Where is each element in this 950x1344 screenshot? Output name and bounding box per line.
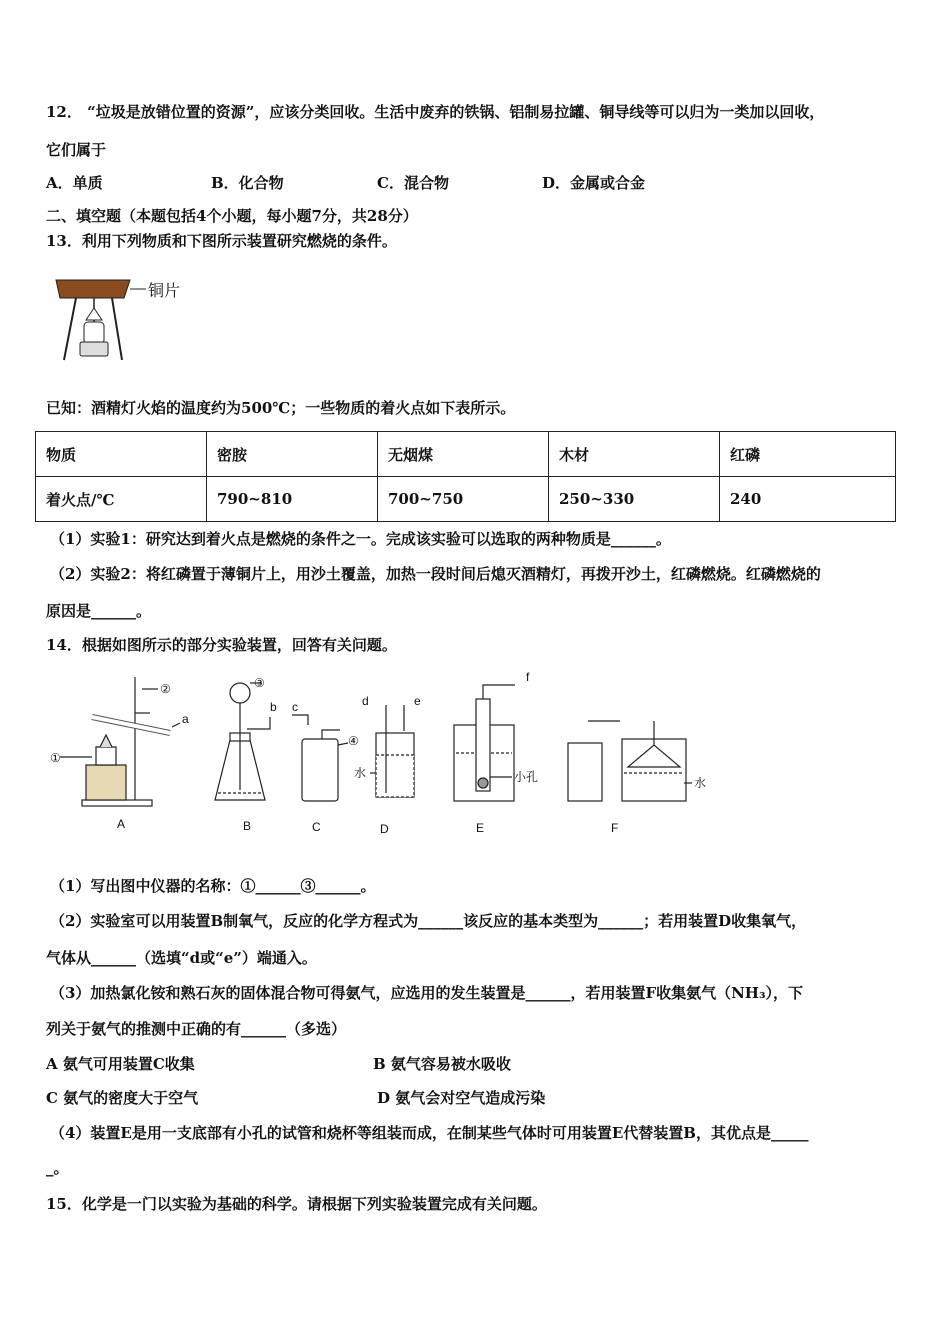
label-a: a [182,712,189,726]
caption-c: C [312,820,321,834]
label-mark-1: ① [50,751,61,765]
q14-option-a: A 氨气可用装置C收集 [46,1055,195,1073]
table-cell: 红磷 [720,432,896,477]
label-small-hole: 小孔 [514,770,539,784]
q12-option-d: D．金属或合金 [542,174,646,192]
caption-d: D [380,822,389,836]
caption-a: A [117,817,126,831]
table-cell: 物质 [36,432,207,477]
q14-option-b: B 氨气容易被水吸收 [373,1055,511,1073]
q13-known-info: 已知：酒精灯火焰的温度约为500℃；一些物质的着火点如下表所示。 [46,399,516,417]
label-c: c [292,700,298,714]
q12-option-c: C．混合物 [377,174,449,192]
lab-apparatus-figure [40,665,720,845]
q15-stem: 15．化学是一门以实验为基础的科学。请根据下列实验装置完成有关问题。 [46,1195,547,1213]
label-e: e [414,694,421,708]
copper-sheet-label: 铜片 [148,283,181,300]
table-cell: 700~750 [378,477,549,522]
label-mark-3: ③ [254,676,265,690]
ignition-point-table [35,431,896,522]
caption-f: F [611,821,619,835]
q13-part2-line2: 原因是______。 [46,602,152,620]
q12-option-a: A．单质 [46,174,103,192]
q12-line2: 它们属于 [46,141,107,159]
table-cell: 无烟煤 [378,432,549,477]
label-water-f: 水 [694,776,707,790]
table-cell: 790~810 [207,477,378,522]
table-cell: 240 [720,477,896,522]
table-cell: 250~330 [549,477,720,522]
label-mark-2: ② [160,682,171,696]
q14-part1: （1）写出图中仪器的名称：①______③______。 [50,877,376,895]
q13-stem: 13．利用下列物质和下图所示装置研究燃烧的条件。 [46,232,397,250]
caption-e: E [476,821,485,835]
q14-option-d: D 氨气会对空气造成污染 [377,1089,546,1107]
label-b: b [270,700,277,714]
table-cell: 着火点/℃ [36,477,207,522]
q14-option-c: C 氨气的密度大于空气 [46,1089,199,1107]
section-heading: 二、填空题（本题包括4个小题，每小题7分，共28分） [46,207,418,225]
q14-part2-line1: （2）实验室可以用装置B制氧气，反应的化学方程式为______该反应的基本类型为______；若用装置D收集氧气， [50,912,807,930]
table-row [36,477,896,522]
label-water-d: 水 [354,766,367,780]
q13-part2-line1: （2）实验2：将红磷置于薄铜片上，用沙土覆盖，加热一段时间后熄灭酒精灯，再拨开沙土，红磷燃烧。红磷燃烧的 [50,565,821,583]
q14-part4-line2: _。 [46,1159,69,1177]
q14-stem: 14．根据如图所示的部分实验装置，回答有关问题。 [46,636,397,654]
q14-part4-line1: （4）装置E是用一支底部有小孔的试管和烧杯等组装而成，在制某些气体时可用装置E代替装置B，其优点是_____ [50,1124,809,1142]
q12-option-b: B．化合物 [211,174,284,192]
table-row [36,432,896,477]
q12-line1: 12． “垃圾是放错位置的资源”，应该分类回收。生活中废弃的铁锅、铝制易拉罐、铜导线等可以归为一类加以回收， [46,103,825,121]
q13-part1: （1）实验1：研究达到着火点是燃烧的条件之一。完成该实验可以选取的两种物质是______。 [50,530,671,548]
label-mark-4: ④ [348,734,359,748]
table-cell: 木材 [549,432,720,477]
q14-part3-line2: 列关于氨气的推测中正确的有______（多选） [46,1020,347,1038]
caption-b: B [243,819,252,833]
label-d: d [362,694,369,708]
copper-sheet-apparatus-figure [50,272,190,367]
table-cell: 密胺 [207,432,378,477]
q14-part2-line2: 气体从______（选填“d或“e”）端通入。 [46,949,317,967]
label-f: f [526,670,530,684]
q14-part3-line1: （3）加热氯化铵和熟石灰的固体混合物可得氨气，应选用的发生装置是______，若用装置F收集氨气（NH₃），下 [50,984,804,1002]
